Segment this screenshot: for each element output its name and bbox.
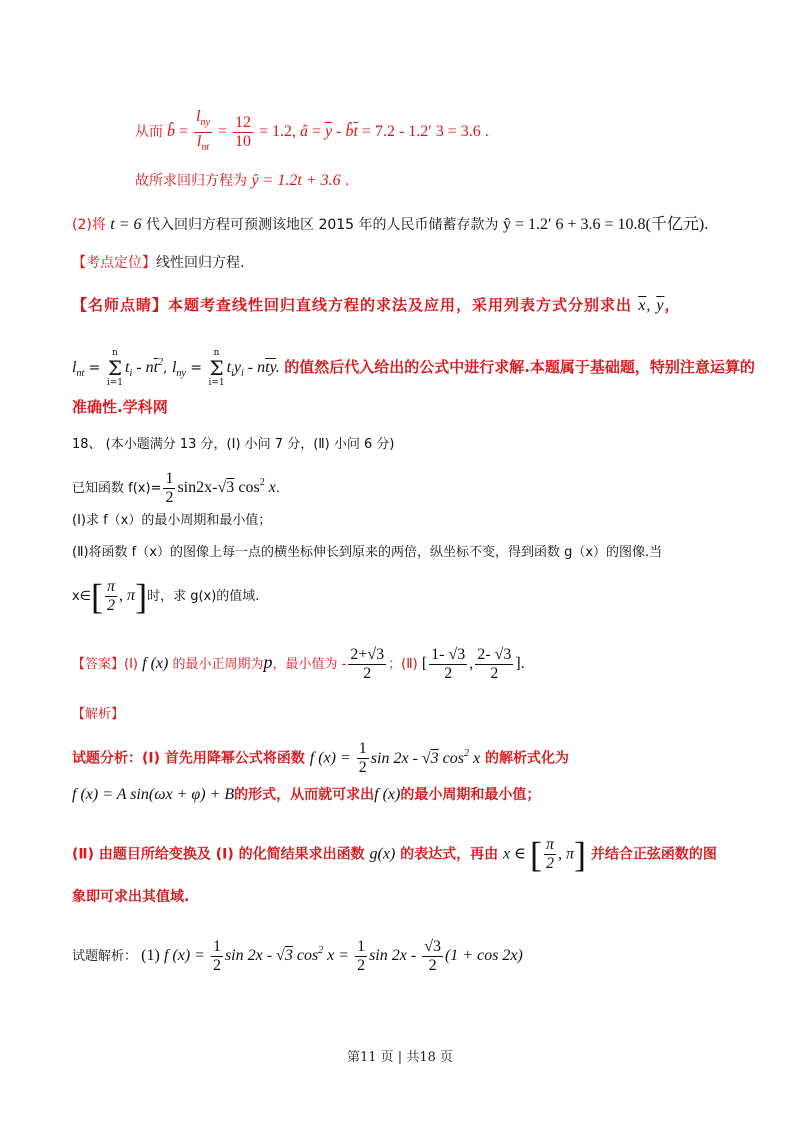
regression-equation: ŷ = 1.2t + 3.6 — [251, 172, 341, 189]
page-footer — [0, 1046, 800, 1065]
analysis-line-4: 象即可求出其值域. — [72, 889, 190, 905]
solution-label: 试题解析： — [72, 949, 138, 964]
lny-over-lnt-fraction: $\frac{l_{ny}}{l_{nt}}$ — [196, 108, 210, 153]
line1-prefix: 从而 — [135, 124, 163, 141]
range-upper-fraction: $\frac{2- √3}{2}$ — [477, 646, 512, 682]
exam-point-label: 【考点定位】 — [72, 255, 156, 271]
question-18-part-2: (Ⅱ)将函数 f（x）的图像上每一点的横坐标伸长到原来的两倍，纵坐标不变，得到函数 g（x）的图像.当 — [72, 545, 663, 560]
minimum-value-fraction: $\frac{2+√3}{2}$ — [350, 646, 385, 682]
range-lower-fraction: $\frac{1- √3}{2}$ — [431, 646, 466, 682]
answer-line: 【答案】(Ⅰ) f (x) 的最小正周期为p，最小值为 - $\frac{2+√3}{2}$ ；(Ⅱ) [ $\frac{1- √3}{2}$ , $\frac{2- √3}{2}$ ]. — [72, 646, 525, 682]
page-number: 第11 页 | 共18 页 — [347, 1050, 453, 1065]
analysis-label: 【解析】 — [72, 707, 125, 722]
teacher-comment-line-3: 准确性.学科网 — [72, 398, 168, 416]
twelve-over-ten-fraction: $\frac{12}{10}$ — [234, 114, 251, 150]
analysis-line-3: (Ⅱ) 由题目所给变换及 (Ⅰ) 的化简结果求出函数 g(x) 的表达式，再由 x ∈ [ $\frac{\pi}{2}$ , π] 并结合正弦函数的图 — [72, 834, 717, 875]
question-18-part-2-domain: x∈[ $\frac{\pi}{2}$ , π]时，求 g(x)的值域. — [72, 576, 260, 617]
regression-equation-line: 故所求回归方程为 ŷ = 1.2t + 3.6 . — [135, 172, 350, 189]
exam-point-line: 【考点定位】线性回归方程. — [72, 255, 245, 271]
b-hat-symbol: b̂ — [167, 123, 175, 141]
question-18-part-1: (Ⅰ)求 f（x）的最小周期和最小值； — [72, 513, 272, 528]
regression-coefficient-line: 从而 b̂ = $\frac{l_{ny}}{l_{nt}}$ = $\frac{12}{10}$ = 1.2, â = $\overline{y}$ - $b̂\overline{t} = 7.2 - 1.2'$ 3 = 3.6 . — [135, 108, 489, 157]
teacher-comment-line-1: 【名师点睛】本题考查线性回归直线方程的求法及应用，采用列表方式分别求出 $\overline{x}$, $\overline{y}$， — [72, 296, 681, 314]
teacher-comment-label: 【名师点睛】 — [72, 296, 169, 314]
question-18-given: 已知函数 f(x)= $\frac{1}{2}$ sin2x-√3 $\cos^2 x$. — [72, 470, 280, 506]
eq-part-1: = 1.2, — [258, 123, 296, 141]
half-fraction: $\frac{1}{2}$ — [165, 470, 174, 506]
teacher-comment-line-2: $l_{nt}$ = n Σ i=1 $t_i - n\overline{t}^2$, $l_{ny}$ = n Σ i=1 $t_iy_i - n\overline{t}\overline{y}$. 的值然后代入给出的公式中进行求解.本题属于基础题，特别注意运算的 — [72, 348, 755, 388]
eq-part-2: = 7.2 - 1.2′ 3 = 3.6 — [361, 123, 481, 141]
analysis-line-2: f (x) = A sin(ωx + φ) + B的形式，从而就可求出f (x)的最小周期和最小值； — [72, 786, 541, 803]
a-hat-symbol: â — [300, 123, 308, 141]
solution-line: 试题解析： (1) f (x) = $\frac{1}{2}$ sin 2x - √3 $\cos^2 x$ = $\frac{1}{2}$ sin 2x - $\frac{√3}{2}$ (1 + cos 2x) — [72, 938, 523, 974]
prediction-equation: ŷ = 1.2′ 6 + 3.6 = 10.8(千亿元). — [502, 216, 709, 233]
question-18-header: 18、 (本小题满分 13 分，(Ⅰ) 小问 7 分，(Ⅱ) 小问 6 分) — [72, 437, 395, 452]
answer-label: 【答案】 — [72, 657, 125, 672]
analysis-line-1: 试题分析：(Ⅰ) 首先用降幂公式将函数 f (x) = $\frac{1}{2}$ sin 2x - √3 $\cos^2 x$ 的解析式化为 — [72, 740, 569, 776]
prediction-line: (2)将 t = 6 代入回归方程可预测该地区 2015 年的人民币储蓄存款为 ŷ = 1.2′ 6 + 3.6 = 10.8(千亿元). — [72, 216, 709, 233]
